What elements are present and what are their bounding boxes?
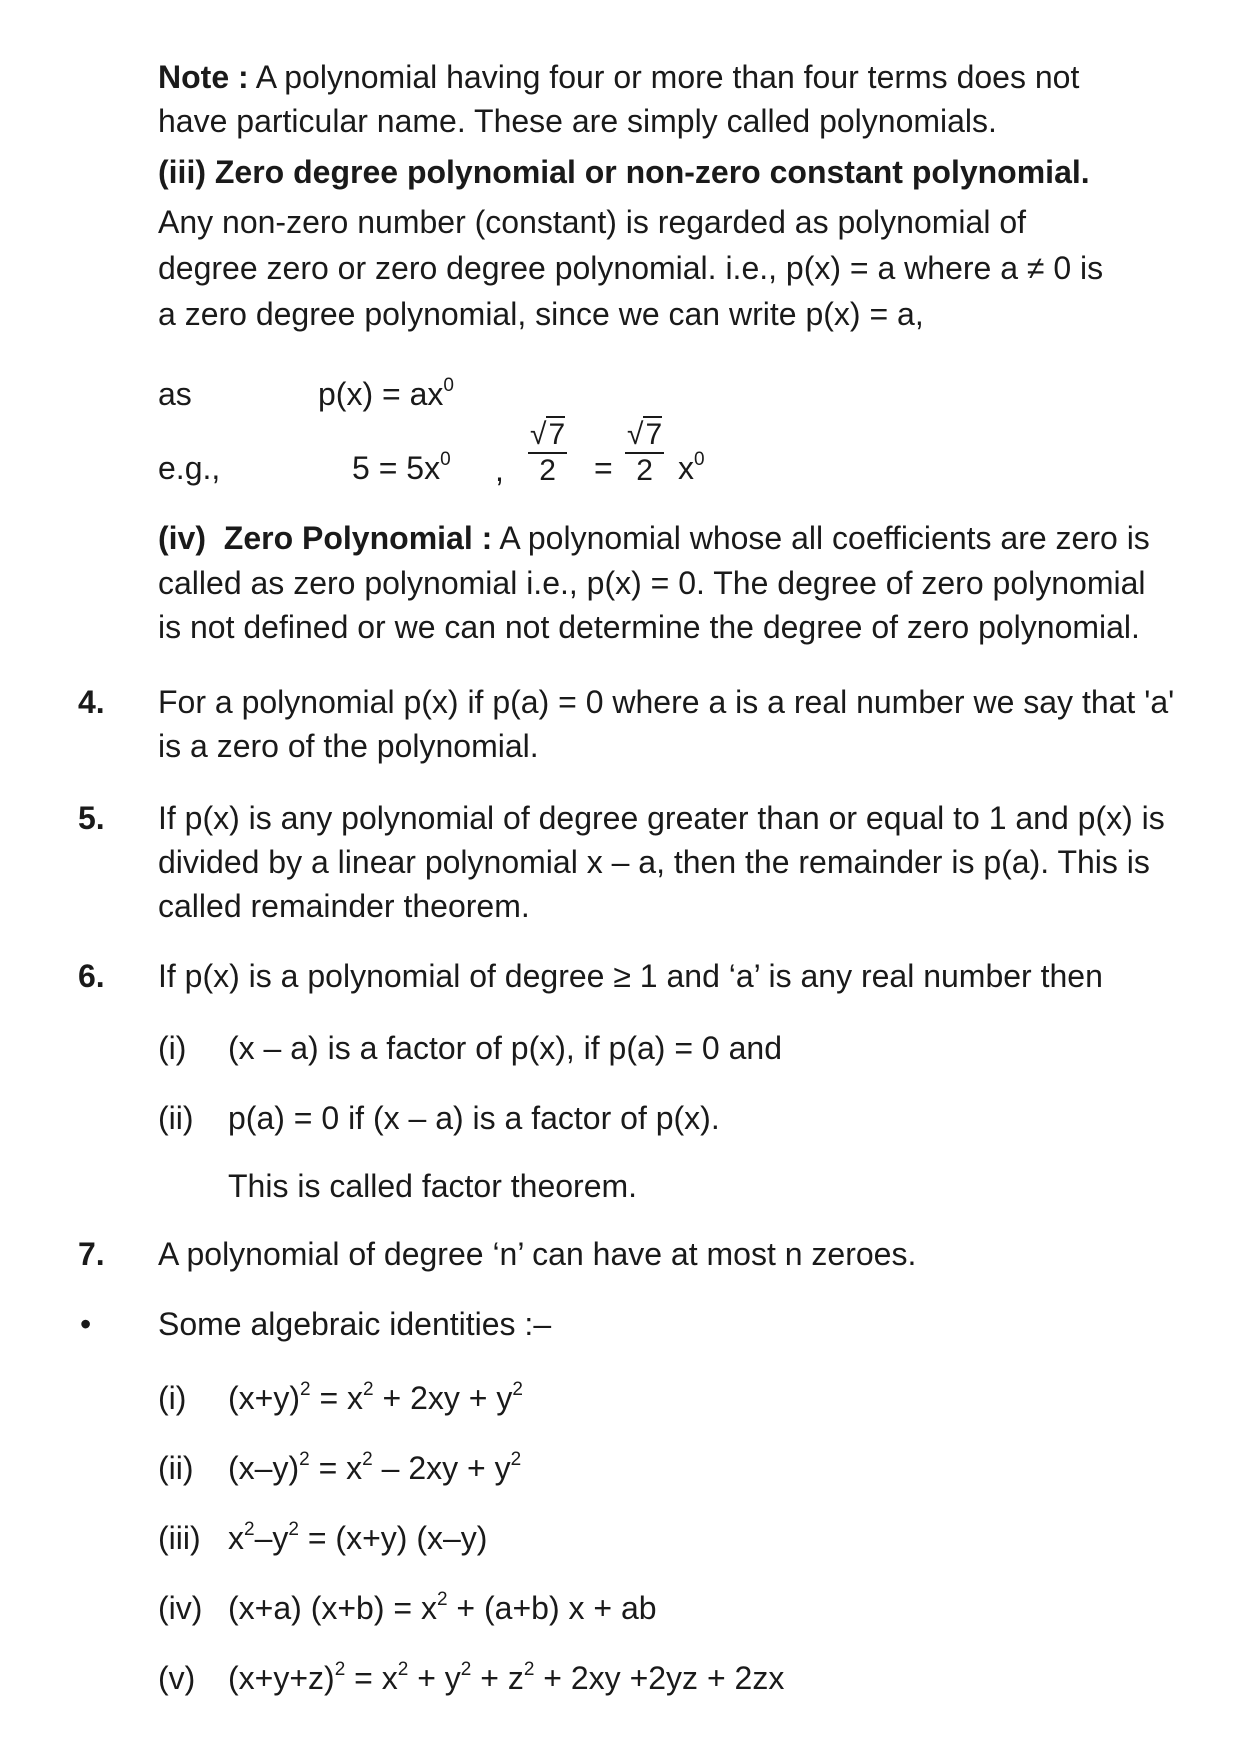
identity-5-roman: (v) — [158, 1660, 196, 1696]
eg-x: x — [678, 450, 694, 486]
item-6-line: If p(x) is a polynomial of degree ≥ 1 and ‘a’ is any real number then — [158, 958, 1103, 994]
fraction-right: $\frac{√7}{2}$ — [627, 418, 663, 487]
identity-5-part-c: + y — [408, 1660, 461, 1696]
identity-1-part-b: = x — [310, 1380, 364, 1416]
identity-3-part-c: = (x+y) (x–y) — [298, 1520, 488, 1556]
identity-1-sq-c: 2 — [512, 1379, 523, 1400]
as-label: as — [158, 376, 192, 412]
identity-5-sq-a: 2 — [334, 1659, 346, 1680]
bullet: • — [80, 1306, 92, 1342]
identity-2-sq-c: 2 — [510, 1449, 522, 1470]
identity-1-sq-b: 2 — [363, 1379, 374, 1400]
eg-comma: , — [495, 452, 504, 488]
item-6-ii-roman: (ii) — [158, 1100, 194, 1136]
section-iv-title: Zero Polynomial : — [223, 520, 493, 556]
identity-2-sq-b: 2 — [362, 1449, 373, 1470]
eg-expression-1 — [352, 446, 451, 490]
fraction-right-denominator: 2 — [636, 454, 653, 487]
note-label: Note : — [158, 59, 249, 95]
item-5-number: 5. — [78, 800, 105, 836]
section-iii-heading: (iii) Zero degree polynomial or non-zero constant polynomial. — [158, 154, 1090, 190]
item-6-number: 6. — [78, 958, 105, 994]
identity-3-sq-a: 2 — [244, 1519, 255, 1540]
identity-1-roman: (i) — [158, 1380, 187, 1416]
identity-5-sq-d: 2 — [523, 1659, 535, 1680]
identity-3-part-a: x — [228, 1520, 244, 1556]
identity-5-part-b: = x — [345, 1660, 398, 1696]
identity-2-part-b: = x — [309, 1450, 363, 1486]
identity-3 — [228, 1516, 487, 1560]
fraction-right-numerator: 7 — [645, 418, 663, 451]
section-iv-line-1 — [158, 516, 1150, 560]
note-text-1: A polynomial having four or more than four terms does not — [255, 59, 1080, 95]
section-iii-line-3: a zero degree polynomial, since we can write p(x) = a, — [158, 296, 924, 332]
section-iv-line-2: called as zero polynomial i.e., p(x) = 0. The degree of zero polynomial — [158, 565, 1146, 601]
item-6-conclusion: This is called factor theorem. — [228, 1168, 638, 1204]
identity-5-sq-c: 2 — [460, 1659, 472, 1680]
fraction-left: $\frac{√7}{2}$ — [530, 418, 566, 487]
identity-5 — [228, 1656, 784, 1700]
identity-4-part-a: (x+a) (x+b) = x — [228, 1590, 437, 1626]
section-iv-roman: (iv) — [158, 520, 206, 556]
identity-4-roman: (iv) — [158, 1590, 203, 1626]
identity-1 — [228, 1376, 523, 1420]
section-iv-text-1: A polynomial whose all coefficients are zero is — [499, 520, 1150, 556]
identity-2 — [228, 1446, 521, 1490]
eg-equals: = — [594, 450, 613, 486]
identity-5-part-a: (x+y+z) — [228, 1660, 335, 1696]
section-iii-line-2: degree zero or zero degree polynomial. i.e., p(x) = a where a ≠ 0 is — [158, 250, 1104, 286]
item-4-line-1: For a polynomial p(x) if p(a) = 0 where a is a real number we say that 'a' — [158, 684, 1175, 720]
identity-1-part-a: (x+y) — [228, 1380, 300, 1416]
eg-x-exponent: 0 — [694, 449, 705, 470]
section-iii-line-1: Any non-zero number (constant) is regarded as polynomial of — [158, 204, 1026, 240]
identity-1-sq-a: 2 — [300, 1379, 311, 1400]
identity-5-part-e: + 2xy +2yz + 2zx — [534, 1660, 785, 1696]
item-4-number: 4. — [78, 684, 105, 720]
identity-1-part-c: + 2xy + y — [373, 1380, 513, 1416]
identities-heading: Some algebraic identities :– — [158, 1306, 552, 1342]
eg-expr-1: 5 = 5x — [352, 450, 441, 486]
identity-4-part-b: + (a+b) x + ab — [447, 1590, 657, 1626]
identity-5-part-d: + z — [471, 1660, 524, 1696]
fraction-left-denominator: 2 — [539, 454, 556, 487]
identity-2-part-c: – 2xy + y — [372, 1450, 511, 1486]
identity-3-roman: (iii) — [158, 1520, 201, 1556]
identity-3-sq-b: 2 — [288, 1519, 299, 1540]
eg-label: e.g., — [158, 450, 221, 486]
item-7-number: 7. — [78, 1236, 105, 1272]
identity-5-sq-b: 2 — [397, 1659, 409, 1680]
item-5-line-3: called remainder theorem. — [158, 888, 530, 924]
fraction-left-numerator: 7 — [548, 418, 566, 451]
item-6-i-roman: (i) — [158, 1030, 187, 1066]
as-expr: p(x) = ax — [318, 376, 444, 412]
note-line-2: have particular name. These are simply called polynomials. — [158, 103, 997, 139]
item-6-i-text: (x – a) is a factor of p(x), if p(a) = 0 and — [228, 1030, 782, 1066]
note-line-1 — [158, 55, 1079, 99]
section-iv-line-3: is not defined or we can not determine the degree of zero polynomial. — [158, 609, 1140, 645]
item-6-ii-text: p(a) = 0 if (x – a) is a factor of p(x). — [228, 1100, 720, 1136]
as-exponent: 0 — [443, 375, 454, 396]
item-5-line-2: divided by a linear polynomial x – a, then the remainder is p(a). This is — [158, 844, 1150, 880]
eg-exponent-1: 0 — [440, 449, 451, 470]
item-4-line-2: is a zero of the polynomial. — [158, 728, 539, 764]
identity-2-roman: (ii) — [158, 1450, 194, 1486]
item-5-line-1: If p(x) is any polynomial of degree greater than or equal to 1 and p(x) is — [158, 800, 1165, 836]
identity-4 — [228, 1586, 657, 1630]
identity-2-part-a: (x–y) — [228, 1450, 300, 1486]
eg-x-term — [678, 446, 705, 490]
item-7-line: A polynomial of degree ‘n’ can have at most n zeroes. — [158, 1236, 917, 1272]
identity-3-part-b: –y — [254, 1520, 289, 1556]
identity-4-sq-a: 2 — [436, 1589, 448, 1610]
identity-2-sq-a: 2 — [299, 1449, 310, 1470]
as-expression — [318, 372, 454, 416]
